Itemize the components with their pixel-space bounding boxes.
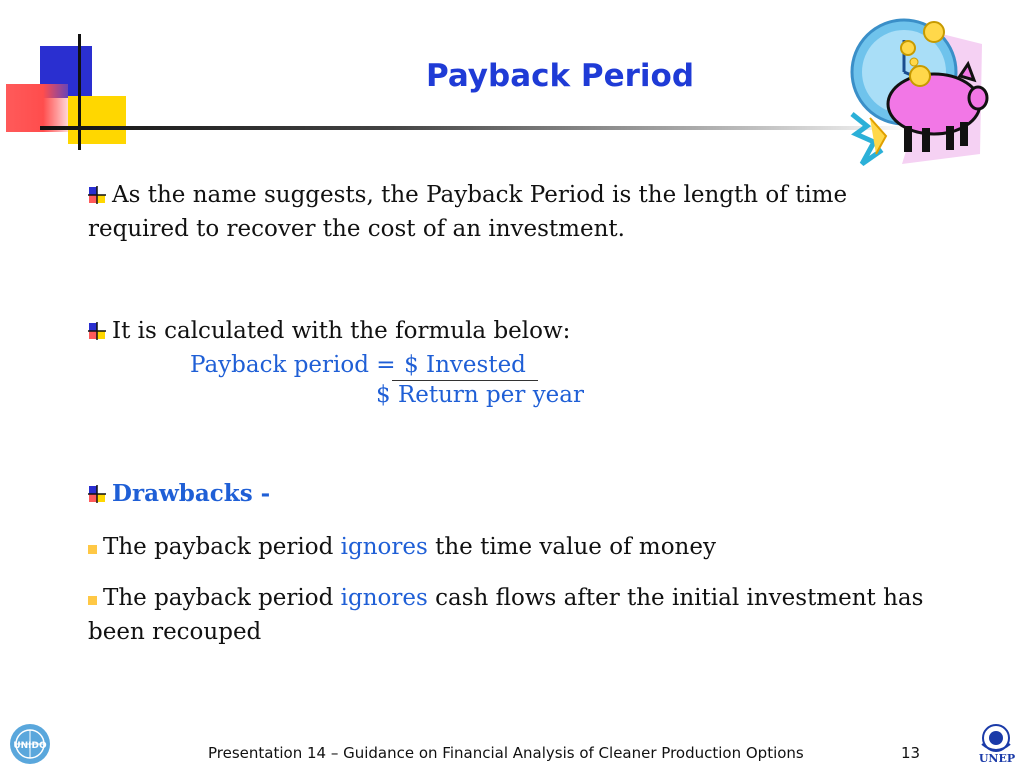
drawbacks-heading-text: Drawbacks - [112,480,271,507]
decor-red-square [6,84,68,132]
decor-vertical-line [78,34,81,150]
drawback-1-highlight: ignores [340,534,428,560]
drawback-2-pre: The payback period [103,585,334,611]
paragraph-definition [88,178,948,246]
square-bullet-icon [88,322,106,340]
slide-title: Payback Period [425,58,695,94]
small-square-bullet-icon [88,596,97,605]
drawback-item-1 [88,530,948,564]
unido-logo-text: UNIDO [13,741,47,751]
square-bullet-icon [88,186,106,204]
drawback-1-pre: The payback period [103,534,334,560]
piggy-bank-clock-icon [842,14,992,170]
decor-horizontal-line [40,126,920,130]
unido-logo-icon [8,722,52,766]
paragraph-formula-intro [88,314,948,348]
formula-numerator: $ Invested [392,352,538,381]
decor-yellow-square [68,96,126,144]
formula-denominator: $ Return per year [376,382,584,408]
unep-logo-text: UNEP [978,752,1016,765]
paragraph-formula-intro-text: It is calculated with the formula below: [112,318,571,344]
page-number: 13 [901,744,921,762]
drawback-2-highlight: ignores [340,585,428,611]
square-bullet-icon [88,485,106,503]
paragraph-definition-text: As the name suggests, the Payback Period is the length of time required to recover the cost of an investment. [88,182,848,242]
drawback-item-2 [88,581,948,649]
formula-lhs: Payback period = [190,352,396,378]
drawback-1-post: the time value of money [435,534,716,560]
drawbacks-heading [88,480,270,507]
drawback-2-post: cash flows after the initial investment has been recouped [88,585,924,645]
small-square-bullet-icon [88,545,97,554]
footer-text: Presentation 14 – Guidance on Financial Analysis of Cleaner Production Options [208,744,804,762]
